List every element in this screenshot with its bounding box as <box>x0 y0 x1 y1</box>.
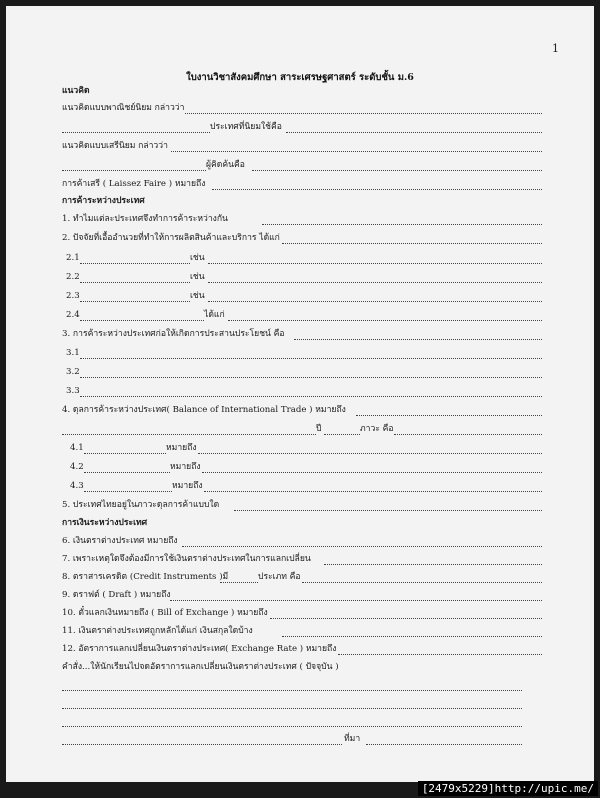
question-2: 2. ปัจจัยที่เอื้ออำนวยที่ทำให้การผลิตสินค้าและบริการ ได้แก่ <box>62 233 280 243</box>
question-10: 10. ตั๋วแลกเงินหมายถึง ( Bill of Exchange ) หมายถึง <box>62 608 268 618</box>
answer-line <box>394 434 542 435</box>
question-1: 1. ทำไมแต่ละประเทศจึงทำการค้าระหว่างกัน <box>62 214 228 224</box>
answer-line <box>62 170 206 171</box>
answer-line <box>282 636 542 637</box>
answer-line <box>171 151 542 152</box>
item-2-1: 2.1 <box>66 253 80 263</box>
answer-line <box>84 472 170 473</box>
page-number: 1 <box>552 42 559 55</box>
question-7: 7. เพราะเหตุใดจึงต้องมีการใช้เงินตราต่างประเทศในการแลกเปลี่ยน <box>62 554 311 564</box>
label-example: เช่น <box>190 272 205 282</box>
answer-line <box>220 582 258 583</box>
answer-line <box>208 263 542 264</box>
question-5: 5. ประเทศไทยอยู่ในภาวะดุลการค้าแบบใด <box>62 500 220 510</box>
answer-line <box>62 744 342 745</box>
label-founder: ผู้คิดค้นคือ <box>206 160 245 170</box>
item-2-3: 2.3 <box>66 291 80 301</box>
question-12: 12. อัตราการแลกเปลี่ยนเงินตราต่างประเทศ( Exchange Rate ) หมายถึง <box>62 644 337 654</box>
answer-line <box>80 358 542 359</box>
answer-line <box>62 690 522 691</box>
answer-line <box>62 726 522 727</box>
section-heading-intl-trade: การค้าระหว่างประเทศ <box>62 196 145 206</box>
section-heading-intl-finance: การเงินระหว่างประเทศ <box>62 518 148 528</box>
answer-line <box>366 744 522 745</box>
item-2-4: 2.4 <box>66 310 80 320</box>
answer-line <box>80 396 542 397</box>
label-source: ที่มา <box>344 734 361 744</box>
question-mercantilism: แนวคิดแบบพาณิชย์นิยม กล่าวว่า <box>62 103 185 113</box>
answer-line <box>252 170 542 171</box>
answer-line <box>182 546 542 547</box>
question-3: 3. การค้าระหว่างประเทศก่อให้เกิดการประสานประโยชน์ คือ <box>62 329 285 339</box>
answer-line <box>302 582 542 583</box>
item-3-3: 3.3 <box>66 386 80 396</box>
answer-line <box>62 708 522 709</box>
question-8: 8. ตราสารเครดิต (Credit Instruments )มี <box>62 572 229 582</box>
instruction: คำสั่ง...ให้นักเรียนไปจดอัตราการแลกเปลี่ยนเงินตราต่างประเทศ ( ปัจจุบัน ) <box>62 662 339 672</box>
answer-line <box>228 320 542 321</box>
answer-line <box>62 434 316 435</box>
answer-line <box>270 618 542 619</box>
item-3-1: 3.1 <box>66 348 80 358</box>
answer-line <box>202 472 542 473</box>
answer-line <box>324 434 360 435</box>
answer-line <box>294 339 542 340</box>
label-types: ประเภท คือ <box>258 572 301 582</box>
answer-line <box>62 132 210 133</box>
answer-line <box>262 224 542 225</box>
answer-line <box>80 282 190 283</box>
item-4-1: 4.1 <box>70 443 84 453</box>
question-liberalism: แนวคิดแบบเสรีนิยม กล่าวว่า <box>62 141 168 151</box>
answer-line <box>338 654 542 655</box>
question-6: 6. เงินตราต่างประเทศ หมายถึง <box>62 536 178 546</box>
item-3-2: 3.2 <box>66 367 80 377</box>
answer-line <box>208 301 542 302</box>
answer-line <box>356 415 542 416</box>
answer-line <box>286 132 542 133</box>
worksheet-title: ใบงานวิชาสังคมศึกษา สาระเศรษฐศาสตร์ ระดับชั้น ม.6 <box>186 72 414 83</box>
item-2-2: 2.2 <box>66 272 80 282</box>
question-4: 4. ดุลการค้าระหว่างประเทศ( Balance of International Trade ) หมายถึง <box>62 405 346 415</box>
label-countries-using: ประเทศที่นิยมใช้คือ <box>210 122 282 132</box>
answer-line <box>84 491 172 492</box>
answer-line <box>208 282 542 283</box>
section-heading-concepts: แนวคิด <box>62 86 90 96</box>
label-means: หมายถึง <box>166 443 197 453</box>
answer-line <box>324 564 542 565</box>
answer-line <box>185 113 542 114</box>
label-year: ปี <box>316 424 322 434</box>
label-means: หมายถึง <box>172 481 203 491</box>
label-means: หมายถึง <box>170 462 201 472</box>
label-example: เช่น <box>190 253 205 263</box>
question-9: 9. ดราฟต์ ( Draft ) หมายถึง <box>62 590 171 600</box>
question-11: 11. เงินตราต่างประเทศถูกหลักได้แก่ เงินสกุลใดบ้าง <box>62 626 253 636</box>
answer-line <box>282 243 542 244</box>
answer-line <box>80 263 190 264</box>
answer-line <box>170 600 542 601</box>
answer-line <box>84 453 166 454</box>
answer-line <box>80 377 542 378</box>
answer-line <box>204 491 542 492</box>
answer-line <box>80 320 204 321</box>
worksheet-page <box>6 6 594 782</box>
answer-line <box>212 189 542 190</box>
question-laissez-faire: การค้าเสรี ( Laissez Faire ) หมายถึง <box>62 179 206 189</box>
image-host-caption: [2479x5229]http://upic.me/ <box>418 781 598 796</box>
label-status: ภาวะ คือ <box>360 424 394 434</box>
item-4-2: 4.2 <box>70 462 84 472</box>
answer-line <box>80 301 190 302</box>
answer-line <box>234 510 542 511</box>
answer-line <box>198 453 542 454</box>
label-example: เช่น <box>190 291 205 301</box>
label-include: ได้แก่ <box>204 310 225 320</box>
item-4-3: 4.3 <box>70 481 84 491</box>
